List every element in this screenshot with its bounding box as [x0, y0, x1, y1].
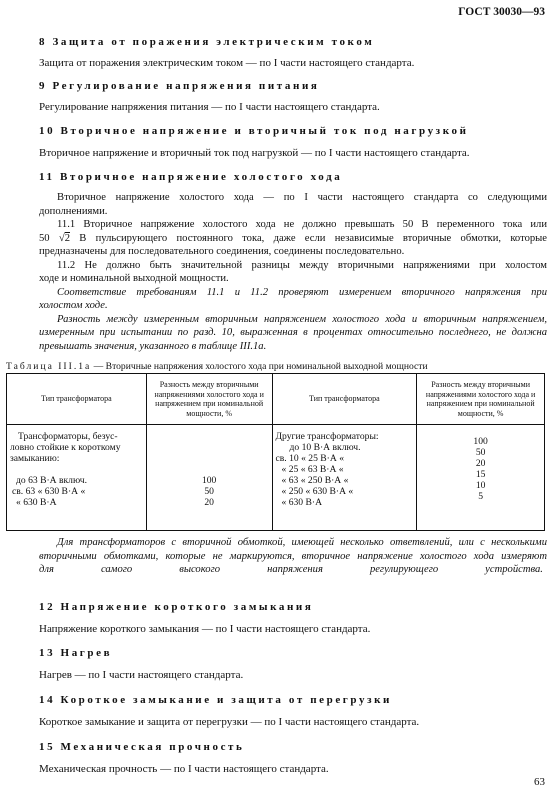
value-text: 100: [473, 436, 488, 447]
section-15-heading: 15 Механическая прочность: [39, 741, 245, 753]
table-body-row: [7, 425, 545, 531]
value-text: 20: [204, 497, 214, 508]
section-13-heading: 13 Нагрев: [39, 647, 113, 659]
table-caption-text: — Вторичные напряжения холостого хода при номинальной выходной мощности: [91, 361, 428, 372]
type-text: Другие трансформаторы:: [275, 431, 379, 442]
value-text: 5: [478, 491, 484, 502]
left-values-cell: [146, 425, 272, 531]
clause-11-2-line2: ходе и номинальной выходной мощности.: [39, 273, 229, 284]
clause-11-1-line3: предназначены для последовательного соединения, соединены последовательно.: [39, 246, 405, 257]
value-text: 50: [204, 486, 214, 497]
note-word: напряжения: [267, 564, 323, 575]
note-line1: Для трансформаторов с вторичной обмоткой, имеющей несколько ответвлений, или с несколькими: [57, 537, 547, 548]
section-14-heading: 14 Короткое замыкание и защита от перегрузки: [39, 694, 392, 706]
sqrt-symbol: √: [58, 232, 65, 244]
difference-line2: измеренным при испытании по разд. 10, выраженная в процентах относительно последнего, не должна: [39, 327, 547, 338]
right-types-cell: [272, 425, 417, 531]
type-text: до 63 В·А включ.: [16, 475, 87, 486]
table-caption: [6, 361, 428, 372]
section-11-heading: 11 Вторичное напряжение холостого хода: [39, 171, 343, 183]
section-11-body: [39, 191, 547, 353]
type-text: « 630 В·А: [281, 497, 323, 508]
type-text: св. 63 « 630 В·А «: [12, 486, 86, 497]
note-word: высокого: [179, 564, 221, 575]
page-number: 63: [534, 776, 545, 788]
section-8-heading: 8 Защита от поражения электрическим током: [39, 36, 375, 48]
left-types-cell: [7, 425, 147, 531]
section-8-text: Защита от поражения электрическим током — по I части настоящего стандарта.: [39, 57, 415, 69]
header-diff-right: Разность между вторичными напряжениями холостого хода и напряжением при номинальной мощности, %: [417, 374, 545, 425]
clause-11-1-line2-rest: В пульсирующего постоянного тока, даже если независимые вторичные обмотки, которые: [79, 232, 547, 244]
section-11-intro-line2: дополнениями.: [39, 205, 108, 217]
type-text: до 10 В·А включ.: [289, 442, 361, 453]
note-word: устройства.: [485, 564, 543, 575]
section-10-text: Вторичное напряжение и вторичный ток под нагрузкой — по I части настоящего стандарта.: [39, 147, 470, 159]
type-text: « 63 « 250 В·А «: [281, 475, 349, 486]
type-text: « 25 « 63 В·А «: [281, 464, 344, 475]
compliance-line1: Соответствие требованиям 11.1 и 11.2 проверяют измерением вторичного напряжения при: [57, 286, 547, 298]
type-text: Трансформаторы, безус-: [18, 431, 118, 442]
value-text: 50: [475, 447, 486, 458]
clause-11-1-line1: 11.1 Вторичное напряжение холостого хода не должно превышать 50 В переменного тока или: [57, 219, 547, 230]
note-word: регулирующего: [369, 564, 439, 575]
secondary-voltage-table: [6, 373, 545, 531]
section-10-heading: 10 Вторичное напряжение и вторичный ток под нагрузкой: [39, 125, 469, 137]
header-diff-left: Разность между вторичными напряжениями холостого хода и напряжением при номинальной мощности, %: [146, 374, 272, 425]
section-13-text: Нагрев — по I части настоящего стандарта.: [39, 669, 244, 681]
sqrt-radicand: 2: [64, 232, 70, 244]
type-text: ловно стойкие к короткому: [10, 442, 121, 453]
note-word: для: [39, 564, 54, 575]
value-text: 10: [475, 480, 486, 491]
type-text: « 630 В·А: [16, 497, 57, 508]
standard-code: ГОСТ 30030—93: [458, 6, 545, 18]
clause-11-1-line2: [39, 232, 547, 246]
table-note: [39, 536, 547, 577]
section-9-text: Регулирование напряжения питания — по I части настоящего стандарта.: [39, 101, 380, 113]
right-values-cell: [417, 425, 545, 531]
clause-11-2-line1: 11.2 Не должно быть значительной разницы между вторичными напряжениями при холостом: [57, 259, 547, 271]
compliance-line2: холостом ходе.: [39, 300, 108, 311]
type-text: замыканию:: [10, 453, 60, 464]
note-line2: вторичными обмотками, которые не маркируются, вторичное напряжение холостого хода измеряют: [39, 550, 547, 562]
section-12-text: Напряжение короткого замыкания — по I части настоящего стандарта.: [39, 623, 371, 635]
type-text: « 250 « 630 В·А «: [281, 486, 354, 497]
section-15-text: Механическая прочность — по I части настоящего стандарта.: [39, 763, 329, 775]
note-line3: [39, 563, 547, 577]
section-9-heading: 9 Регулирование напряжения питания: [39, 80, 320, 92]
value-text: 100: [201, 475, 217, 486]
note-word: самого: [100, 564, 133, 575]
section-11-intro-line1: Вторичное напряжение холостого хода — по I части настоящего стандарта со следующими: [57, 192, 547, 203]
value-text: 20: [475, 458, 486, 469]
section-14-text: Короткое замыкание и защита от перегрузки — по I части настоящего стандарта.: [39, 716, 420, 728]
header-type-right: Тип трансформатора: [272, 374, 417, 425]
difference-line1: Разность между измеренным вторичным напряжением холостого хода и вторичным напряжением,: [57, 313, 547, 325]
table-header-row: [7, 374, 545, 425]
voltage-value: 50: [39, 232, 50, 244]
type-text: св. 10 « 25 В·А «: [275, 453, 344, 464]
header-type-left: Тип трансформатора: [7, 374, 147, 425]
table-caption-prefix: Таблица III.1а: [6, 361, 92, 372]
value-text: 15: [475, 469, 486, 480]
difference-line3: превышать значения, указанного в таблице III.1а.: [39, 340, 267, 352]
section-12-heading: 12 Напряжение короткого замыкания: [39, 601, 314, 613]
